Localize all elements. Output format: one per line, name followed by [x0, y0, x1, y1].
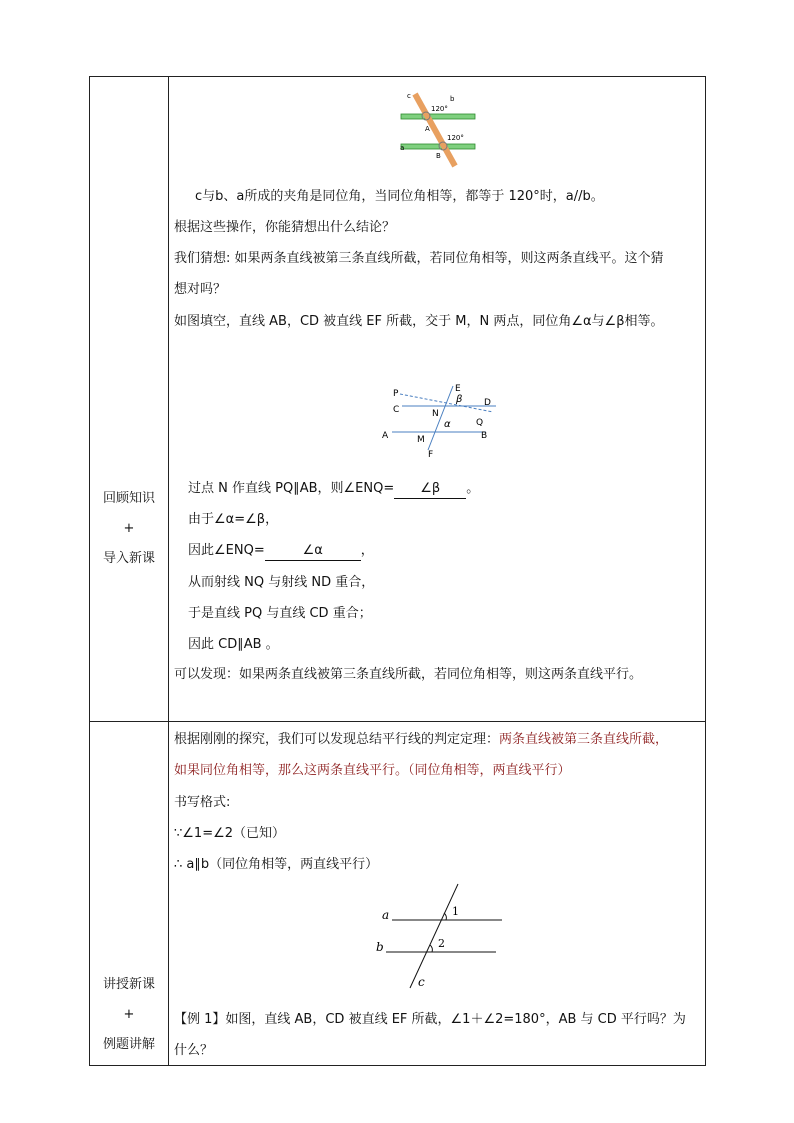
- label-E: E: [455, 384, 461, 394]
- label-B: B: [436, 152, 441, 160]
- label-a: a: [382, 908, 390, 922]
- label-alpha: α: [444, 419, 451, 430]
- figure-angles-1-2: [372, 882, 512, 992]
- label-b: b: [376, 940, 384, 954]
- row-divider: [90, 721, 705, 722]
- label-N: N: [432, 409, 439, 419]
- example-question: 【例 1】如图，直线 AB，CD 被直线 EF 所截，∠1＋∠2=180°，AB 与 CD 平行吗？为: [174, 1012, 686, 1027]
- theorem-line-1: [174, 731, 668, 749]
- angle-label: 120°: [447, 134, 464, 142]
- angle-label: 120°: [431, 105, 448, 113]
- proof-conclusion: ∴ a∥b（同位角相等，两直线平行）: [174, 857, 379, 872]
- label-c: c: [418, 975, 425, 989]
- fill-blank: ∠β: [394, 480, 466, 499]
- figure-transversal-ef: [378, 382, 508, 462]
- step-text: ，: [360, 543, 374, 558]
- fill-blank: ∠α: [265, 542, 361, 561]
- label-Q: Q: [476, 418, 484, 428]
- stick-b: [401, 114, 475, 119]
- section1-label: [90, 484, 168, 574]
- label-a: a: [400, 144, 405, 152]
- paragraph: 想对吗？: [174, 282, 227, 297]
- label-line: +: [123, 521, 135, 536]
- label-line: +: [123, 1007, 135, 1022]
- label-line: 讲授新课: [102, 977, 155, 992]
- step-4: 从而射线 NQ 与射线 ND 重合，: [188, 575, 375, 590]
- label-D: D: [484, 398, 491, 408]
- label-line: 回顾知识: [102, 491, 155, 506]
- label-A: A: [425, 125, 430, 133]
- label-F: F: [428, 450, 434, 460]
- column-divider: [168, 77, 169, 1065]
- theorem-line-2: 如果同位角相等，那么这两条直线平行。（同位角相等，两直线平行）: [174, 763, 571, 778]
- step-text: 。: [466, 481, 480, 496]
- label-M: M: [417, 435, 425, 445]
- step-3: [188, 542, 374, 561]
- label-b: b: [450, 95, 455, 103]
- label-angle-1: 1: [452, 905, 459, 918]
- label-angle-2: 2: [438, 937, 445, 950]
- label-C: C: [393, 405, 400, 415]
- label-P: P: [393, 389, 399, 399]
- label-beta: β: [456, 394, 463, 405]
- angle-2-arc: [430, 945, 432, 952]
- paragraph: 如图填空，直线 AB，CD 被直线 EF 所截，交于 M，N 两点，同位角∠α与∠β相等。: [174, 314, 664, 329]
- paragraph: c与b、a所成的夹角是同位角，当同位角相等，都等于 120°时，a//b。: [195, 189, 604, 204]
- paragraph: 根据这些操作，你能猜想出什么结论？: [174, 220, 396, 235]
- step-6: 因此 CD∥AB 。: [188, 637, 279, 652]
- step-5: 于是直线 PQ 与直线 CD 重合；: [188, 606, 372, 621]
- label-line: 例题讲解: [102, 1037, 155, 1052]
- theorem-intro: 根据刚刚的探究，我们可以发现总结平行线的判定定理：: [174, 732, 500, 747]
- step-2: 由于∠α=∠β，: [188, 512, 279, 527]
- figure-parallel-sticks: [395, 88, 485, 168]
- theorem-text: 两条直线被第三条直线所截，: [499, 732, 669, 747]
- step-text: 过点 N 作直线 PQ∥AB，则∠ENQ=: [188, 481, 395, 496]
- step-1: [188, 480, 479, 499]
- conclusion: 可以发现：如果两条直线被第三条直线所截，若同位角相等，则这两条直线平行。: [174, 667, 643, 682]
- line-c: [410, 884, 458, 988]
- label-B: B: [481, 431, 488, 441]
- section2-label: [90, 970, 168, 1060]
- step-text: 因此∠ENQ=: [188, 543, 265, 558]
- format-heading: 书写格式:: [174, 795, 231, 810]
- paragraph: 我们猜想: 如果两条直线被第三条直线所截，若同位角相等，则这两条直线平。这个猜: [174, 251, 664, 266]
- label-A: A: [382, 431, 389, 441]
- example-question: 什么？: [174, 1043, 214, 1058]
- label-line: 导入新课: [102, 551, 155, 566]
- proof-given: ∵∠1=∠2（已知）: [174, 826, 286, 841]
- label-c: c: [407, 92, 411, 100]
- stick-a: [401, 144, 475, 149]
